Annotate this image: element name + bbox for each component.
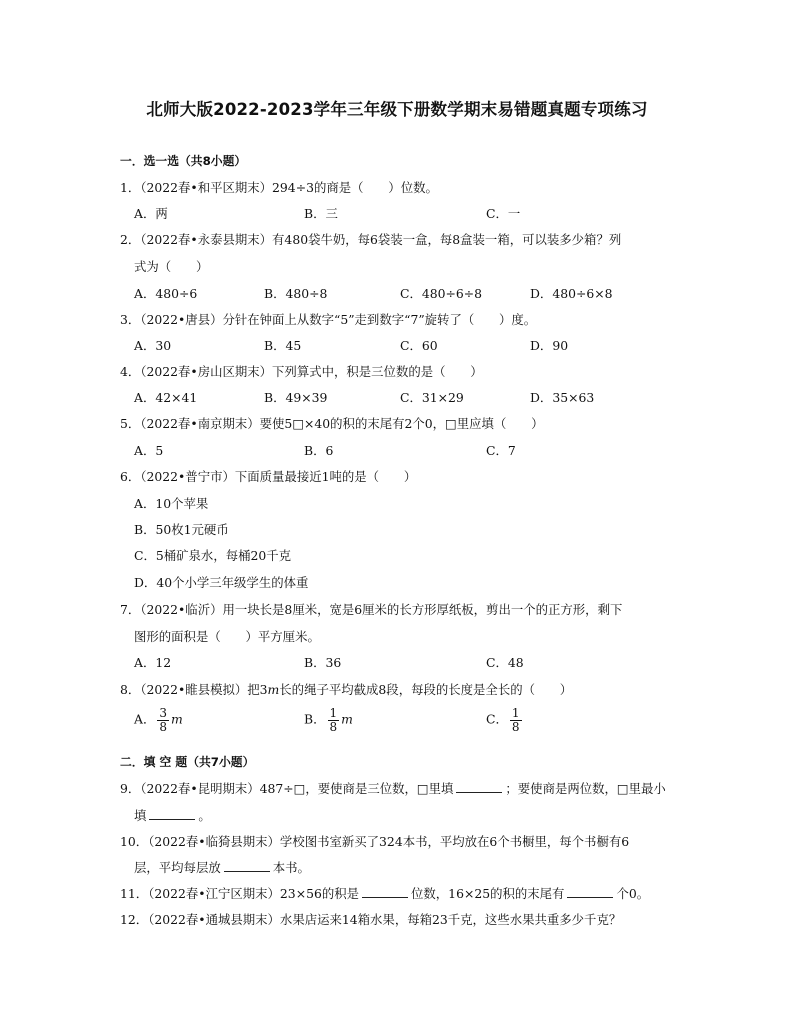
question-5-option-a: A．5 [134, 443, 164, 458]
question-6-option-c: C．5桶矿泉水，每桶20千克 [134, 548, 292, 563]
question-5-option-c: C．7 [486, 443, 516, 458]
question-8-option-c [486, 707, 524, 733]
fraction-c-denominator: 8 [511, 719, 520, 734]
question-9-text-d: 。 [198, 808, 211, 823]
question-8-option-b [304, 707, 353, 733]
fraction-b-numerator: 1 [329, 706, 338, 720]
fraction-b [328, 707, 340, 733]
question-2-option-d: D．480÷6×8 [530, 286, 613, 301]
fraction-a-numerator: 3 [159, 706, 167, 720]
question-6-option-a: A．10个苹果 [134, 496, 209, 511]
fraction-b-denominator: 8 [329, 719, 338, 734]
question-5-stem: 5．（2022春•南京期末）要使5□×40的积的末尾有2个0，□里应填（ ） [120, 416, 544, 431]
question-6-option-b: B．50枚1元硬币 [134, 522, 229, 537]
question-7-option-a: A．12 [134, 655, 172, 670]
question-9-text-c: 填 [134, 808, 147, 823]
answer-blank[interactable] [224, 860, 270, 872]
question-3-option-a: A．30 [134, 338, 172, 353]
question-1-option-c: C．一 [486, 206, 521, 221]
answer-blank[interactable] [567, 886, 613, 898]
section-heading-fill-in: 二．填 空 题（共7小题） [120, 755, 255, 769]
question-10-stem-line1: 10．（2022春•临猗县期末）学校图书室新买了324本书，平均放在6个书橱里，每个书橱有6 [120, 834, 630, 849]
question-9-text-a: 9．（2022春•昆明期末）487÷□，要使商是三位数，□里填 [120, 781, 454, 796]
question-3-option-d: D．90 [530, 338, 569, 353]
question-8-option-a [134, 707, 183, 733]
question-6-option-d: D．40个小学三年级学生的体重 [134, 575, 309, 590]
answer-blank[interactable] [456, 781, 502, 793]
question-3-option-c: C．60 [400, 338, 438, 353]
question-7-stem-line2: 图形的面积是（ ）平方厘米。 [134, 629, 320, 644]
question-8-unit: m [267, 682, 280, 697]
question-4-option-d: D．35×63 [530, 390, 595, 405]
question-2-stem-line1: 2．（2022春•永泰县期末）有480袋牛奶，每6袋装一盒，每8盒装一箱，可以装多少箱？列 [120, 232, 622, 247]
question-5-option-b: B．6 [304, 443, 334, 458]
option-a-label: A． [134, 711, 156, 727]
question-2-option-a: A．480÷6 [134, 286, 198, 301]
question-2-stem-line2: 式为（ ） [134, 259, 209, 274]
answer-blank[interactable] [149, 808, 195, 820]
option-c-label: C． [486, 711, 508, 727]
question-1-option-b: B．三 [304, 206, 338, 221]
question-4-option-c: C．31×29 [400, 390, 464, 405]
question-11-stem [120, 884, 649, 902]
question-9-stem-line1 [120, 779, 666, 797]
fraction-a-denominator: 8 [159, 719, 167, 734]
question-2-option-b: B．480÷8 [264, 286, 328, 301]
question-6-stem: 6．（2022•普宁市）下面质量最接近1吨的是（ ） [120, 469, 417, 484]
question-10-stem-line2 [134, 858, 310, 876]
fraction-a-unit: m [170, 711, 183, 727]
question-12-stem: 12．（2022春•通城县期末）水果店运来14箱水果，每箱23千克，这些水果共重多少千克？ [120, 912, 622, 927]
question-4-option-b: B．49×39 [264, 390, 328, 405]
question-11-text-a: 11．（2022春•江宁区期末）23×56的积是 [120, 886, 360, 901]
question-3-option-b: B．45 [264, 338, 302, 353]
option-b-label: B． [304, 711, 326, 727]
question-9-text-b: ；要使商是两位数，□里最小 [505, 781, 666, 796]
question-4-option-a: A．42×41 [134, 390, 198, 405]
question-1-stem: 1．（2022春•和平区期末）294÷3的商是（ ）位数。 [120, 180, 438, 195]
section-heading-choice: 一．选一选（共8小题） [120, 154, 247, 168]
fraction-c [510, 707, 522, 733]
question-3-stem: 3．（2022•唐县）分针在钟面上从数字“5”走到数字“7”旋转了（ ）度。 [120, 312, 537, 327]
question-2-option-c: C．480÷6÷8 [400, 286, 483, 301]
question-8-stem [120, 680, 572, 698]
fraction-b-unit: m [341, 711, 353, 727]
question-11-text-c: 个0。 [616, 886, 650, 901]
question-7-option-b: B．36 [304, 655, 342, 670]
question-7-stem-line1: 7．（2022•临沂）用一块长是8厘米，宽是6厘米的长方形厚纸板，剪出一个的正方形，剩下 [120, 602, 623, 617]
page-title: 北师大版2022-2023学年三年级下册数学期末易错题真题专项练习 [146, 100, 648, 119]
question-10-text-b: 本书。 [272, 860, 310, 875]
question-8-stem-post: 长的绳子平均截成8段，每段的长度是全长的（ ） [279, 682, 573, 697]
question-4-stem: 4．（2022春•房山区期末）下列算式中，积是三位数的是（ ） [120, 364, 483, 379]
question-9-stem-line2 [134, 806, 211, 824]
question-1-option-a: A．两 [134, 206, 168, 221]
question-10-text-a: 层，平均每层放 [134, 860, 221, 875]
question-8-stem-pre: 8．（2022•睢县模拟）把3 [120, 682, 268, 697]
fraction-c-numerator: 1 [511, 706, 520, 720]
question-7-option-c: C．48 [486, 655, 524, 670]
answer-blank[interactable] [362, 886, 408, 898]
fraction-a [157, 707, 169, 733]
question-11-text-b: 位数，16×25的积的末尾有 [411, 886, 565, 901]
